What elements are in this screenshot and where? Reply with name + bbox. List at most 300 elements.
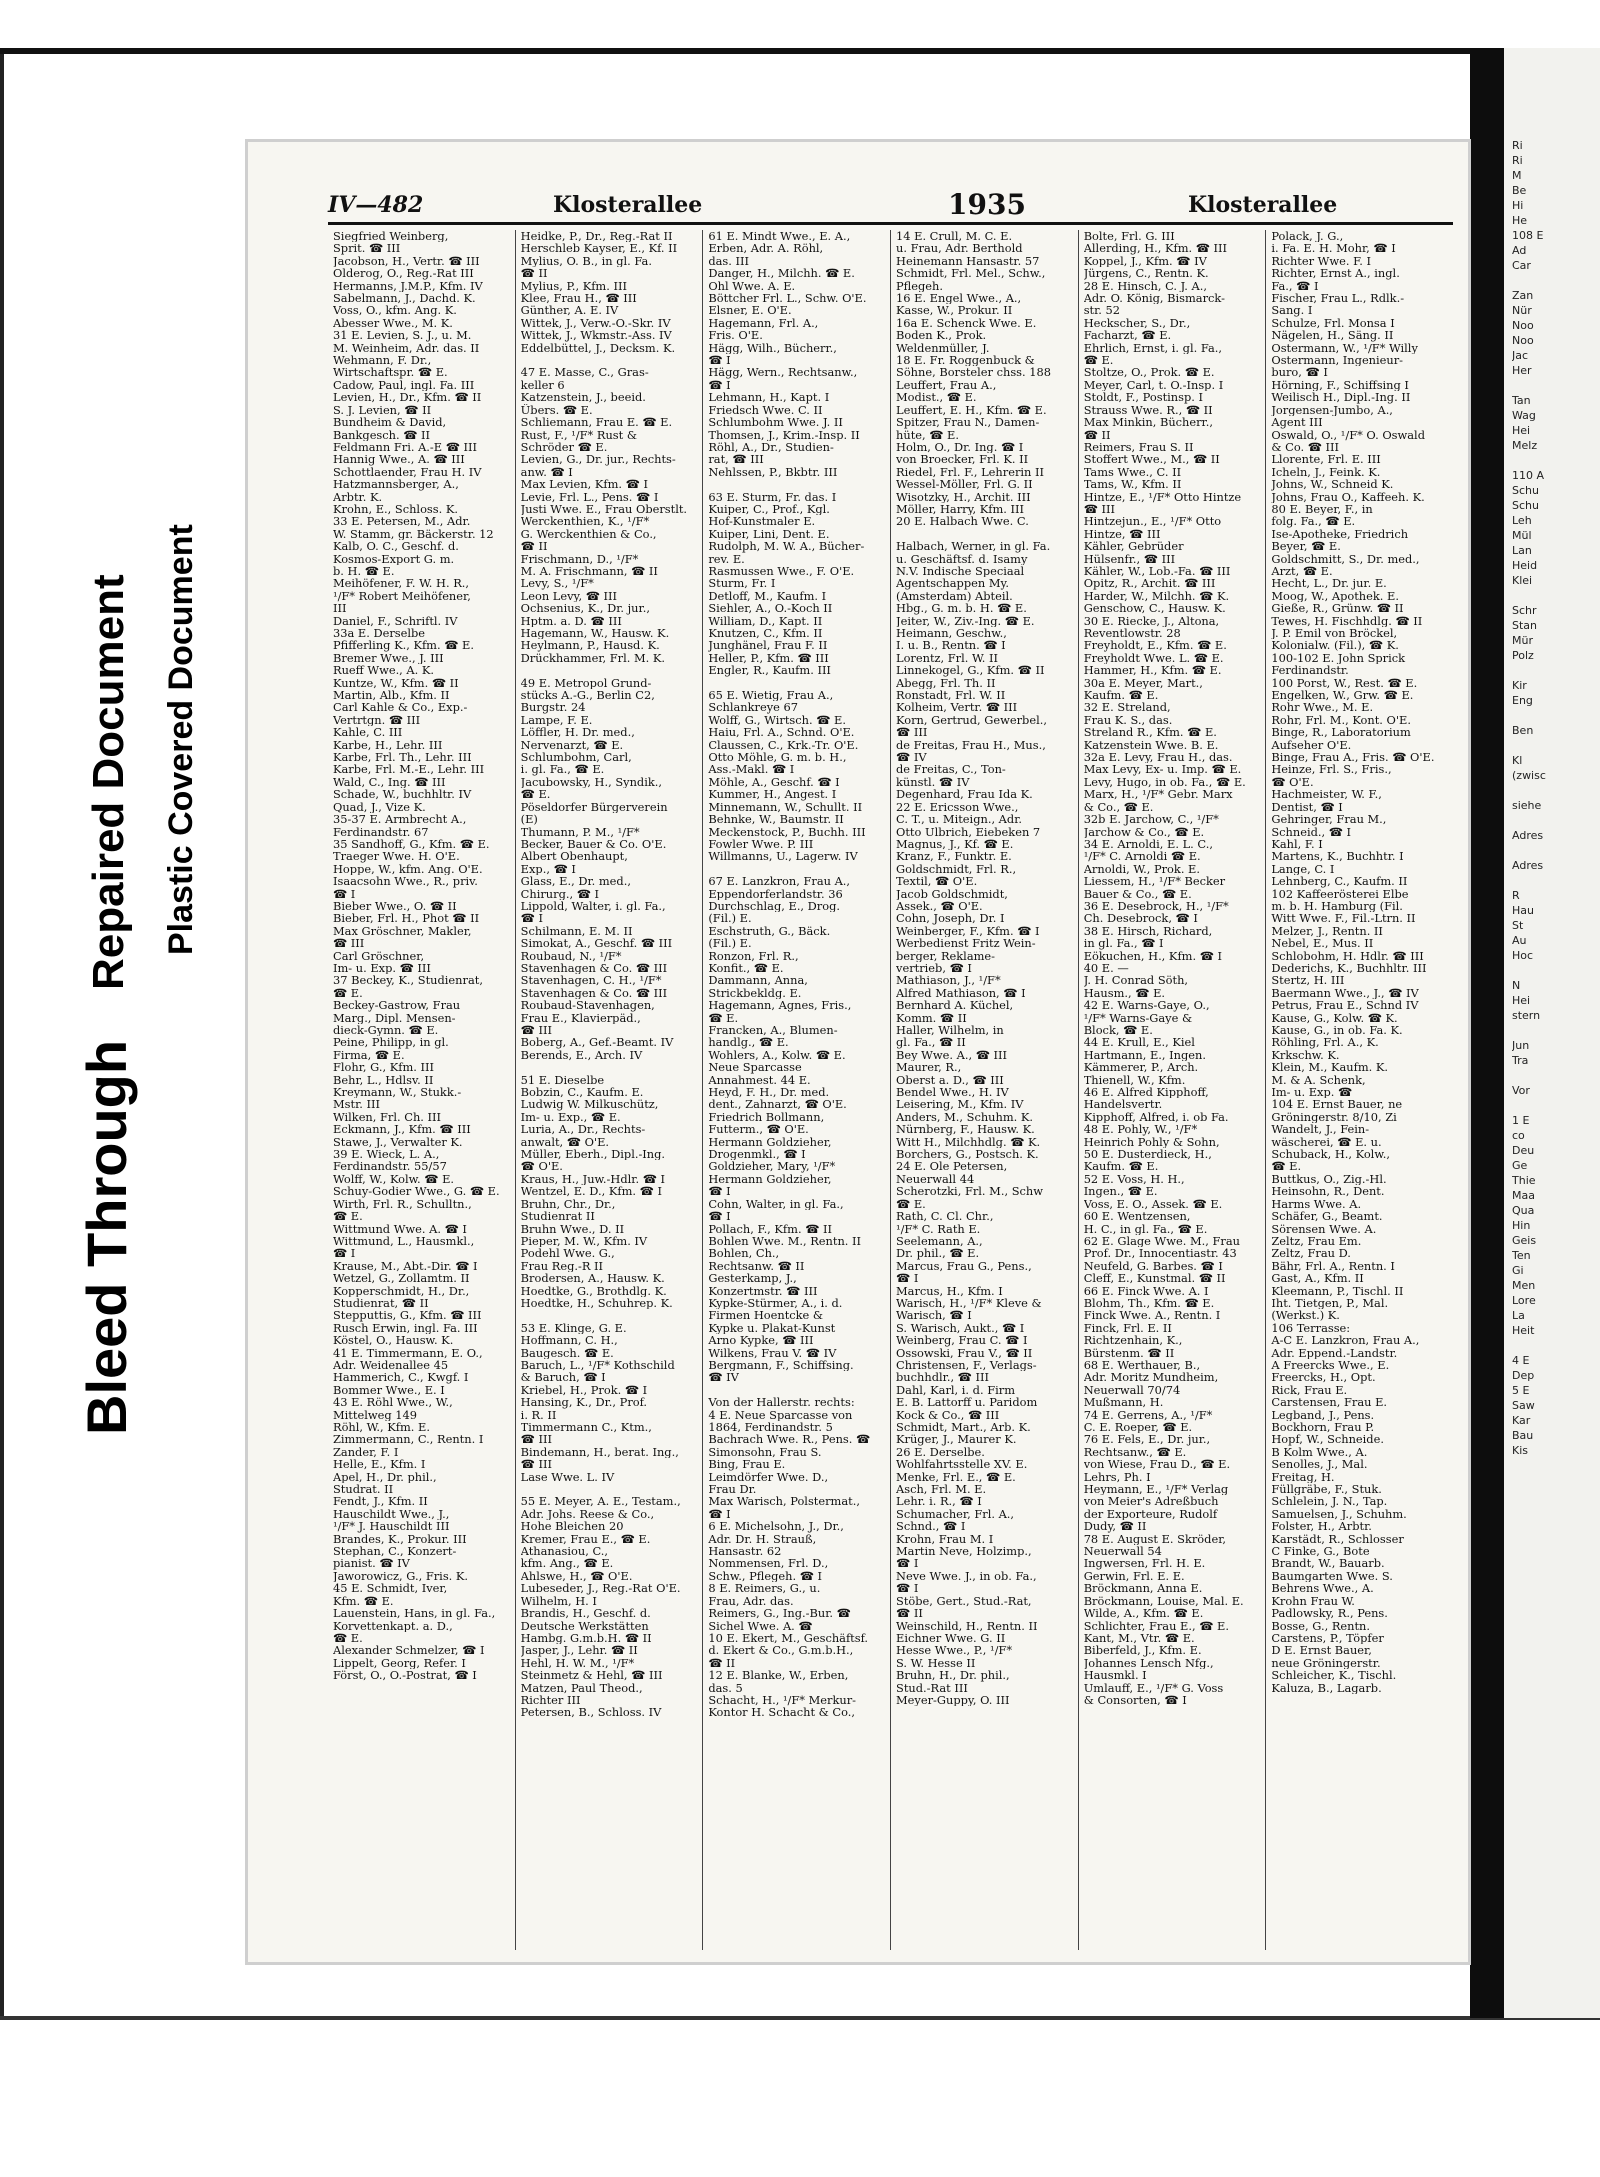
directory-entry: Helle, E., Kfm. I [333, 1458, 426, 1471]
directory-entry: Hauschildt Wwe., J., [333, 1507, 450, 1521]
directory-entry: Senolles, J., Mal. [1271, 1458, 1368, 1471]
directory-entry: Thumann, P. M., ¹/F* [520, 825, 640, 838]
directory-entry: Blohm, Th., Kfm. ☎ E. [1083, 1296, 1215, 1310]
directory-entry: Müller, Eberh., Dipl.-Ing. [520, 1148, 666, 1161]
directory-entry: Voss, E. O., Assek. ☎ E. [1083, 1197, 1223, 1211]
directory-entry: Schmidt, Mart., Arb. K. [896, 1421, 1031, 1434]
directory-entry: Wilken, Frl. Ch. III [333, 1110, 442, 1124]
directory-entry: Wirth, Frl. R., Schulltn., [333, 1197, 472, 1211]
directory-entry: Beckey-Gastrow, Frau [333, 999, 461, 1012]
directory-entry: ☎ III [520, 1024, 552, 1037]
directory-entry: Weinberger, F., Kfm. ☎ I [896, 924, 1040, 938]
directory-entry: Först, O., O.-Postrat, ☎ I [333, 1669, 477, 1682]
directory-entry: Wehmann, F. Dr., [333, 354, 432, 367]
directory-entry: Glass, E., Dr. med., [520, 875, 631, 888]
directory-entry: Im- u. Exp. ☎ [1271, 1086, 1353, 1099]
directory-entry: Knutzen, C., Kfm. II [708, 627, 823, 640]
directory-entry: 16a E. Schenck Wwe. E. [896, 316, 1037, 330]
directory-entry: Eichner Wwe. G. II [896, 1631, 1006, 1645]
directory-entry: Kfm. ☎ E. [333, 1594, 394, 1608]
directory-entry: Stöbe, Gert., Stud.-Rat, [896, 1594, 1032, 1608]
directory-entry: 32a E. Levy, Frau H., das. [1083, 751, 1233, 764]
directory-entry: keller 6 [520, 378, 565, 392]
directory-entry: kfm. Ang., ☎ E. [520, 1557, 614, 1570]
directory-entry: Wentzel, E. D., Kfm. ☎ I [520, 1185, 662, 1198]
directory-entry: Strickbekldg. E. [708, 986, 802, 1000]
directory-entry: Hagemann, Agnes, Fris., [708, 999, 852, 1012]
directory-entry: Hecht, L., Dr. jur. E. [1271, 577, 1387, 590]
directory-entry: Zeltz, Frau D. [1271, 1247, 1351, 1260]
directory-entry: Agentschappen My. [896, 577, 1010, 590]
directory-entry: Kosmos-Export G. m. [333, 552, 455, 565]
directory-entry: Jacobson, H., Vertr. ☎ III [333, 254, 480, 268]
directory-entry: Leisering, M., Kfm. IV [896, 1098, 1024, 1111]
directory-entry: M. A. Frischmann, ☎ II [520, 564, 658, 578]
directory-entry: Brodersen, A., Hausw. K. [520, 1272, 665, 1285]
directory-entry: Modist., ☎ E. [896, 391, 977, 404]
directory-entry: Linnekogel, G., Kfm. ☎ II [896, 664, 1045, 677]
directory-entry: H. C., in gl. Fa., ☎ E. [1083, 1222, 1208, 1235]
directory-entry: Gehringer, Frau M., [1271, 813, 1387, 826]
directory-entry: Nägelen, H., Säng. II [1271, 329, 1394, 342]
directory-entry: Lubeseder, J., Reg.-Rat O'E. [520, 1582, 681, 1595]
directory-entry: Peine, Philipp, in gl. [333, 1036, 449, 1049]
directory-entry: Bosse, G., Rentn. [1271, 1619, 1371, 1632]
page-number: IV—482 [328, 192, 424, 218]
directory-entry: ☎ I [520, 912, 543, 925]
directory-entry: Heinze, Frl. S., Fris., [1271, 763, 1392, 776]
directory-entry: Meyer-Guppy, O. III [896, 1693, 1010, 1707]
directory-entry: Kummer, H., Angest. I [708, 788, 837, 801]
directory-entry: Pieper, M. W., Kfm. IV [520, 1234, 648, 1248]
directory-entry: C Finke, G., Bote [1271, 1545, 1370, 1558]
directory-entry: Ahlswe, H., ☎ O'E. [520, 1569, 633, 1583]
directory-entry: Liessem, H., ¹/F* Becker [1083, 875, 1226, 888]
directory-entry: Studienrat, ☎ II [333, 1296, 429, 1310]
directory-entry: Engelken, W., Grw. ☎ E. [1271, 689, 1414, 702]
directory-entry: Köstel, O., Hausw. K. [333, 1334, 454, 1347]
directory-entry: Jasper, J., Lehr. ☎ II [520, 1644, 638, 1657]
directory-entry: Brandt, W., Bauarb. [1271, 1557, 1385, 1570]
directory-entry: Cohn, Joseph, Dr. I [896, 912, 1005, 925]
directory-entry: Bohlen, Ch., [708, 1247, 780, 1260]
directory-entry: Justi Wwe. E., Frau Oberstlt. [520, 502, 688, 516]
directory-entry: Schulze, Frl. Monsa I [1271, 316, 1395, 330]
directory-entry: Bruhn Wwe., D. II [520, 1222, 625, 1235]
directory-entry: Meckenstock, P., Buchh. III [708, 825, 866, 838]
directory-entry: Ossowski, Frau V., ☎ II [896, 1346, 1033, 1359]
directory-entry: Tams Wwe., C. II [1083, 465, 1182, 479]
directory-entry: Maurer, R., [896, 1061, 962, 1074]
directory-entry: Assek., ☎ O'E. [896, 899, 983, 913]
directory-entry: Klein, M., Kaufm. K. [1271, 1061, 1389, 1074]
directory-entry: Rath, C. Cl. Chr., [896, 1210, 994, 1223]
directory-entry: Cleff, E., Kunstmal. ☎ II [1083, 1272, 1226, 1285]
directory-entry: Bindemann, H., berat. Ing., [520, 1445, 679, 1459]
directory-entry: Nehlssen, P., Bkbtr. III [708, 465, 838, 479]
directory-entry: Hbg., G. m. b. H. ☎ E. [896, 602, 1027, 615]
directory-entry: von Meier's Adreßbuch [1083, 1495, 1219, 1508]
directory-entry: 76 E. Fels, E., Dr. jur., [1083, 1433, 1211, 1446]
directory-entry: ☎ E. [520, 788, 551, 801]
directory-entry: Opitz, R., Archit. ☎ III [1083, 577, 1216, 590]
directory-entry: Korn, Gertrud, Gewerbel., [896, 713, 1047, 727]
directory-entry: Bendel Wwe., H. IV [896, 1086, 1009, 1099]
directory-entry: 42 E. Warns-Gaye, O., [1083, 999, 1210, 1012]
directory-entry: Mylius, O. B., in gl. Fa. [520, 254, 652, 268]
directory-entry: Firmen Hoentcke & [708, 1309, 824, 1322]
directory-entry: Baugesch. ☎ E. [520, 1346, 614, 1359]
directory-entry: ☎ I [708, 378, 731, 392]
directory-entry: Johannes Lensch Nfg., [1083, 1656, 1214, 1670]
directory-entry: Adr. Eppend.-Landstr. [1271, 1346, 1398, 1359]
directory-entry: Wetzel, G., Zollamtm. II [333, 1272, 470, 1285]
directory-entry: 8 E. Reimers, G., u. [708, 1582, 821, 1595]
directory-entry: Wohlfahrtsstelle XV. E. [896, 1458, 1028, 1471]
directory-entry: (Fil.) E. [708, 912, 752, 925]
directory-entry: Agent III [1271, 416, 1323, 429]
directory-entry: Feldmann Fri. A.-E ☎ III [333, 440, 478, 454]
directory-entry: ☎ III [896, 726, 928, 739]
directory-entry: Schlelein, J. N., Tap. [1271, 1495, 1388, 1508]
directory-entry: Marcus, Frau G., Pens., [896, 1259, 1032, 1273]
directory-entry: ☎ III [520, 1433, 552, 1446]
directory-entry: Kopperschmidt, H., Dr., [333, 1284, 470, 1297]
directory-entry: Komm. ☎ II [896, 1011, 967, 1024]
directory-entry: Stawe, J., Verwalter K. [333, 1135, 463, 1149]
directory-entry: Kolonialw. (Fil.), ☎ K. [1271, 639, 1399, 652]
directory-entry: Roubaud, N., ¹/F* [520, 949, 622, 962]
directory-entry: Nervenarzt, ☎ E. [520, 738, 624, 752]
directory-entry: Ochsenius, K., Dr. jur., [520, 602, 650, 615]
directory-entry: 62 E. Glage Wwe. M., Frau [1083, 1234, 1240, 1248]
directory-entry: Hoffmann, C. H., [520, 1334, 618, 1347]
directory-entry: Nürnberg, F., Hausw. K. [896, 1123, 1035, 1136]
directory-entry: Röhl, A., Dr., Studien- [708, 440, 834, 454]
directory-entry: 61 E. Mindt Wwe., E. A., [708, 230, 851, 243]
directory-column-6 [1266, 230, 1453, 1950]
directory-entry: Levien, G., Dr. jur., Rechts- [520, 453, 676, 466]
directory-entry: 30a E. Meyer, Mart., [1083, 676, 1203, 690]
directory-entry: Freitag, H. [1271, 1470, 1335, 1484]
directory-page [248, 142, 1468, 1962]
directory-entry: Kähler, Gebrüder [1083, 540, 1184, 553]
directory-entry: Sturm, Fr. I [708, 577, 776, 590]
directory-entry: Möller, Harry, Kfm. III [896, 502, 1025, 516]
directory-entry: Brandis, H., Geschf. d. [520, 1607, 651, 1620]
directory-entry: Studrat. II [333, 1483, 394, 1496]
directory-entry: Jacob Goldschmidt, [896, 887, 1008, 900]
directory-entry: Zander, F. I [333, 1445, 399, 1459]
directory-entry: Schmidt, Frl. Mel., Schw., [896, 267, 1046, 280]
directory-entry: 12 E. Blanke, W., Erben, [708, 1669, 849, 1682]
directory-entry: Rueff Wwe., A. K. [333, 664, 435, 677]
directory-entry: Fendt, J., Kfm. II [333, 1495, 428, 1508]
directory-entry: Spitzer, Frau N., Damen- [896, 416, 1040, 429]
directory-entry: 6 E. Michelsohn, J., Dr., [708, 1520, 844, 1533]
directory-entry: Hohe Bleichen 20 [520, 1520, 624, 1533]
directory-entry: Facharzt, ☎ E. [1083, 329, 1172, 342]
directory-entry: Wittek, J., Wkmstr.-Ass. IV [520, 329, 672, 342]
directory-entry: Kock & Co., ☎ III [896, 1408, 1000, 1421]
directory-entry: Bürstenm. ☎ II [1083, 1346, 1175, 1359]
directory-entry: Adr. Weidenallee 45 [333, 1358, 449, 1372]
directory-entry: Engler, R., Kaufm. III [708, 664, 831, 677]
directory-entry: S. Warisch, Aukt., ☎ I [896, 1321, 1025, 1335]
directory-entry: Heymann, E., ¹/F* Verlag [1083, 1483, 1229, 1496]
directory-entry: Kuntze, W., Kfm. ☎ II [333, 676, 459, 690]
directory-entry: Holm, O., Dr. Ing. ☎ I [896, 440, 1024, 454]
directory-entry: Wilde, A., Kfm. ☎ E. [1083, 1607, 1204, 1620]
directory-entry: anwalt, ☎ O'E. [520, 1135, 610, 1149]
directory-entry: Stavenhagen & Co. ☎ III [520, 961, 668, 975]
directory-entry: Im- u. Exp. ☎ III [333, 961, 431, 975]
directory-entry: Reventlowstr. 28 [1083, 627, 1181, 640]
directory-entry: Hermanns, J.M.P., Kfm. IV [333, 279, 483, 293]
directory-entry: 31 E. Levien, S. J., u. M. [333, 329, 472, 342]
directory-entry: Seelemann, A., [896, 1234, 983, 1248]
directory-entry: Von der Hallerstr. rechts: [708, 1396, 855, 1409]
directory-entry: Friedsch Wwe. C. II [708, 403, 823, 417]
directory-entry: Drogenmkl., ☎ I [708, 1148, 806, 1161]
directory-entry: Neue Sparcasse [708, 1061, 802, 1074]
directory-entry: Studienrat II [520, 1210, 595, 1223]
directory-entry: Martin Neve, Holzimp., [896, 1545, 1032, 1558]
directory-entry: Gröningerstr. 8/10, Zi [1271, 1110, 1397, 1124]
directory-entry: ☎ IV [708, 1371, 739, 1384]
directory-entry: Pollach, F., Kfm. ☎ II [708, 1222, 833, 1235]
directory-entry: Hatzmannsberger, A., [333, 478, 459, 491]
directory-entry: Schilmann, E. M. II [520, 924, 633, 938]
directory-entry: III [333, 602, 347, 615]
directory-entry: Weilisch H., Dipl.-Ing. II [1271, 391, 1411, 404]
directory-entry: Schlumbohm Wwe. J. II [708, 416, 843, 429]
directory-entry: Max Levien, Kfm. ☎ I [520, 478, 648, 491]
directory-entry: ☎ II [708, 1656, 736, 1670]
directory-entry: Wittmund, L., Hausmkl., [333, 1234, 475, 1248]
directory-entry: 47 E. Masse, C., Gras- [520, 366, 649, 379]
directory-entry [896, 528, 1073, 540]
directory-entry: 32 E. Streland, [1083, 701, 1171, 714]
directory-entry: Binge, R., Laboratorium [1271, 726, 1411, 739]
directory-entry: Meyer, Carl, t. O.-Insp. I [1083, 378, 1224, 392]
directory-entry: Hansastr. 62 [708, 1545, 782, 1558]
directory-entry: (E) [520, 813, 538, 826]
directory-entry: Krohn, Frau M. I [896, 1532, 994, 1546]
directory-entry: 16 E. Engel Wwe., A., [896, 292, 1022, 305]
directory-entry: 33a E. Derselbe [333, 627, 426, 640]
directory-entry: 55 E. Meyer, A. E., Testam., [520, 1495, 681, 1508]
directory-entry: Übers. ☎ E. [520, 403, 593, 417]
directory-entry: Gast, A., Kfm. II [1271, 1272, 1364, 1285]
directory-entry: ☎ II [1083, 428, 1111, 441]
directory-entry: W. Stamm, gr. Bäckerstr. 12 [333, 527, 494, 541]
directory-entry: Asch, Frl. M. E. [896, 1483, 987, 1496]
directory-entry: 10 E. Ekert, M., Geschäftsf. [708, 1631, 869, 1645]
directory-entry: 78 E. August E. Skröder, [1083, 1532, 1227, 1546]
directory-entry: Ingwersen, Frl. H. E. [1083, 1557, 1206, 1570]
directory-entry: Frau Dr. [708, 1483, 757, 1496]
directory-entry: Adr. Moritz Mundheim, [1083, 1371, 1219, 1384]
directory-entry: Martin, Alb., Kfm. II [333, 689, 450, 702]
directory-entry: 45 E. Schmidt, Iver, [333, 1582, 448, 1595]
directory-entry: Rohr, Frl. M., Kont. O'E. [1271, 713, 1411, 727]
directory-entry: Bernhard A. Küchel, [896, 999, 1014, 1012]
directory-entry: Petrus, Frau E., Schnd IV [1271, 999, 1419, 1012]
directory-column-2 [516, 230, 704, 1950]
directory-entry: Füllgräbe, F., Stuk. [1271, 1483, 1382, 1496]
directory-entry: Lehmann, H., Kapt. I [708, 391, 830, 404]
directory-entry: Tams, W., Kfm. II [1083, 478, 1182, 491]
directory-entry: 74 E. Gerrens, A., ¹/F* [1083, 1408, 1213, 1421]
directory-entry: Steinmetz & Hehl, ☎ III [520, 1669, 663, 1682]
directory-entry: ☎ I [896, 1557, 919, 1570]
directory-entry: Hägg, Wilh., Bücherr., [708, 341, 837, 355]
directory-entry: 80 E. Beyer, F., in [1271, 502, 1373, 516]
directory-entry: 66 E. Finck Wwe. A. I [1083, 1284, 1209, 1297]
directory-entry: Behr, L., Hdlsv. II [333, 1073, 434, 1087]
directory-entry: Bauer & Co., ☎ E. [1083, 887, 1192, 900]
directory-entry: 22 E. Ericsson Wwe., [896, 800, 1019, 814]
directory-entry: Simonsohn, Frau S. [708, 1445, 822, 1459]
directory-entry: Schäfer, G., Beamt. [1271, 1210, 1383, 1223]
directory-entry: M. Weinheim, Adr. das. II [333, 341, 480, 355]
directory-entry: i. Fa. E. H. Mohr, ☎ I [1271, 242, 1396, 255]
directory-entry: Timmermann C., Ktm., [520, 1421, 652, 1434]
directory-entry: Zimmermann, C., Rentn. I [333, 1433, 484, 1446]
directory-entry: Weldenmüller, J. [896, 341, 990, 355]
directory-entry: Ronzon, Frl. R., [708, 949, 799, 962]
directory-entry: i. R. II [520, 1408, 557, 1421]
directory-entry: Binge, Frau A., Fris. ☎ O'E. [1271, 751, 1435, 764]
directory-entry: Borchers, G., Postsch. K. [896, 1148, 1039, 1161]
directory-entry: Kreymann, W., Stukk.- [333, 1086, 462, 1099]
directory-entry: Goldschmidt, Frl. R., [896, 862, 1017, 876]
directory-entry: Folster, H., Arbtr. [1271, 1520, 1372, 1533]
directory-entry: Magnus, J., Kf. ☎ E. [896, 837, 1014, 851]
directory-entry: Jorgensen-Jumbo, A., [1271, 403, 1393, 417]
directory-entry: Jaworowicz, G., Fris. K. [333, 1569, 469, 1583]
directory-entry: Biberfeld, J., Kfm. E. [1083, 1644, 1202, 1657]
directory-entry: Buttkus, O., Zig.-Hl. [1271, 1172, 1387, 1186]
directory-entry: ¹/F* Warns-Gaye & [1083, 1011, 1193, 1024]
directory-entry: Kypke u. Plakat-Kunst [708, 1321, 836, 1335]
directory-entry: Konzertmstr. ☎ III [708, 1284, 818, 1297]
directory-entry: Hammerich, C., Kwgf. I [333, 1371, 469, 1384]
directory-entry: 26 E. Derselbe. [896, 1445, 985, 1459]
directory-entry: Krüger, J., Maurer K. [896, 1433, 1017, 1446]
directory-entry: dieck-Gymn. ☎ E. [333, 1024, 439, 1037]
directory-entry: Löffler, H. Dr. med., [520, 726, 635, 739]
directory-entry: Frischmann, D., ¹/F* [520, 552, 639, 565]
directory-entry: Finck, Frl. E. II [1083, 1321, 1172, 1335]
directory-entry: 43 E. Röhl Wwe., W., [333, 1396, 453, 1409]
directory-entry: Siegfried Weinberg, [333, 230, 449, 243]
directory-entry: Otto Möhle, G. m. b. H., [708, 751, 847, 764]
directory-entry: Pflegeh. [896, 279, 944, 293]
directory-entry: Chirurg., ☎ I [520, 887, 600, 900]
directory-entry: Schlankreye 67 [708, 701, 799, 714]
directory-entry: Moog, W., Apothek. E. [1271, 589, 1399, 603]
directory-entry: 53 E. Klinge, G. E. [520, 1321, 627, 1335]
directory-entry: Podehl Wwe. G., [520, 1247, 615, 1260]
directory-entry: Ludwig W. Milkuschütz, [520, 1098, 659, 1111]
directory-entry: Schnd., ☎ I [896, 1520, 966, 1533]
directory-entry: Kuiper, C., Prof., Kgl. [708, 502, 830, 516]
directory-entry: Leimdörfer Wwe. D., [708, 1470, 829, 1484]
directory-entry: Genschow, C., Hausw. K. [1083, 602, 1226, 615]
directory-entry: u. Geschäftsf. d. Isamy [896, 552, 1028, 565]
directory-entry: Drückhammer, Frl. M. K. [520, 651, 666, 665]
directory-entry: Exp., ☎ I [520, 862, 576, 876]
directory-entry: Kriebel, H., Prok. ☎ I [520, 1383, 648, 1397]
directory-entry: (Fil.) E. [708, 937, 752, 950]
directory-entry: Wohlers, A., Kolw. ☎ E. [708, 1048, 846, 1062]
page-header [328, 188, 1453, 225]
directory-entry: Heylmann, P., Hausd. K. [520, 639, 660, 652]
directory-entry: Petersen, B., Schloss. IV [520, 1706, 662, 1719]
directory-entry: Fowler Wwe. P. III [708, 837, 814, 851]
directory-entry: handlg., ☎ E. [708, 1036, 789, 1049]
directory-entry: von Broecker, Frl. K. II [896, 453, 1029, 466]
directory-entry: S. J. Levien, ☎ II [333, 403, 432, 417]
directory-entry: Schlobohm, H. Hdlr. ☎ III [1271, 949, 1424, 962]
directory-entry: ☎ I [333, 1247, 356, 1260]
directory-entry: Leuffert, Frau A., [896, 378, 997, 392]
directory-entry: 49 E. Metropol Grund- [520, 676, 652, 690]
directory-entry: Gerwin, Frl. E. E. [1083, 1569, 1185, 1583]
directory-entry: künstl. ☎ IV [896, 775, 970, 789]
directory-entry: Halbach, Werner, in gl. Fa. [896, 540, 1051, 553]
directory-entry: Karbe, H., Lehr. III [333, 738, 443, 752]
scan-bottom-border [0, 2016, 1600, 2020]
directory-entry: Eppendorferlandstr. 36 [708, 887, 843, 900]
directory-entry: Stepputtis, G., Kfm. ☎ III [333, 1309, 482, 1322]
directory-entry: Ass.-Makl. ☎ I [708, 763, 795, 776]
directory-entry: Neuerwall 54 [1083, 1545, 1162, 1558]
directory-entry: Ingen., ☎ E. [1083, 1185, 1158, 1198]
directory-entry: Katzenstein, J., beeid. [520, 391, 646, 404]
directory-entry: Athanasiou, C., [520, 1545, 609, 1558]
directory-entry: Hartmann, E., Ingen. [1083, 1048, 1206, 1062]
directory-entry: Wittmund Wwe. A. ☎ I [333, 1222, 467, 1235]
directory-entry: Schacht, H., ¹/F* Merkur- [708, 1693, 856, 1707]
directory-entry: Iht. Tietgen, P., Mal. [1271, 1296, 1389, 1310]
directory-entry: Lorentz, Frl. W. II [896, 651, 998, 665]
directory-entry: Söhne, Borsteler chss. 188 [896, 366, 1052, 379]
directory-entry: E. B. Lattorff u. Paridom [896, 1396, 1038, 1409]
directory-columns [328, 230, 1453, 1950]
directory-entry: Llorente, Frl. E. III [1271, 453, 1381, 466]
directory-entry: Kraus, H., Juw.-Hdlr. ☎ I [520, 1172, 666, 1186]
directory-entry: Heinsohn, R., Dent. [1271, 1185, 1385, 1198]
directory-entry: Schade, W., buchhltr. IV [333, 788, 472, 801]
directory-entry: Zeltz, Frau Em. [1271, 1234, 1362, 1248]
directory-entry: ☎ I [708, 1507, 731, 1521]
directory-entry: Richter Wwe. F. I [1271, 254, 1371, 268]
directory-entry: buchhdlr., ☎ III [896, 1371, 989, 1384]
directory-entry: Carstens, P., Töpfer [1271, 1631, 1384, 1645]
directory-entry: S. W. Hesse II [896, 1656, 976, 1670]
directory-entry: B Kolm Wwe., A. [1271, 1445, 1368, 1459]
directory-entry: Eökuchen, H., Kfm. ☎ I [1083, 949, 1223, 962]
directory-entry: Neuerwall 44 [896, 1172, 975, 1186]
directory-entry: ☎ E. [1083, 354, 1114, 367]
directory-entry: Hagemann, Frl. A., [708, 316, 819, 330]
directory-entry: Frau E., Klavierpäd., [520, 1011, 641, 1024]
directory-entry: Fris. O'E. [708, 329, 763, 342]
directory-entry: Rusch Erwin, ingl. Fa. III [333, 1321, 478, 1335]
